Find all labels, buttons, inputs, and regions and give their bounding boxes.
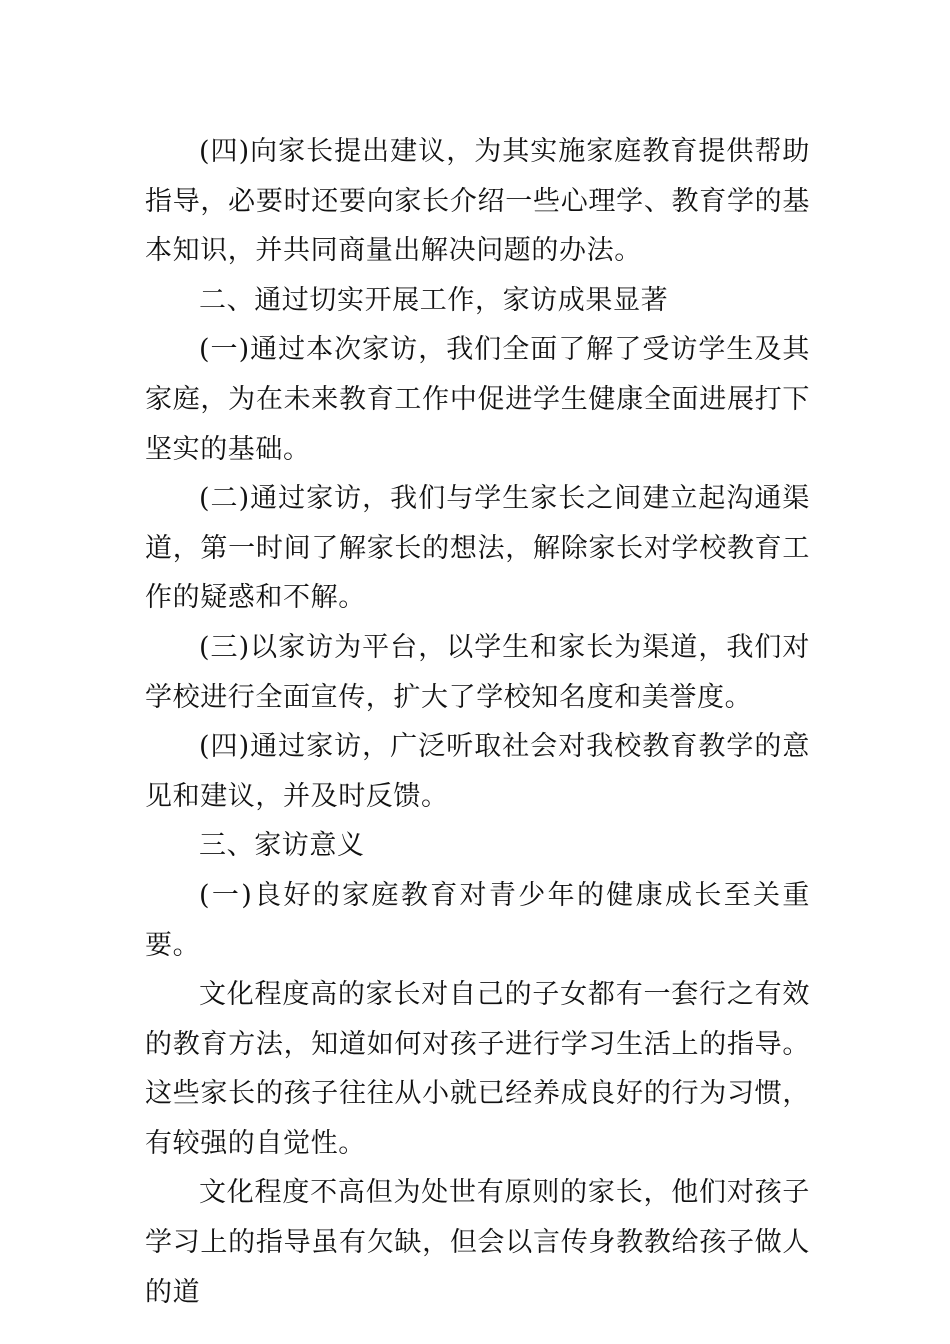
paragraph-educated-parents: 文化程度高的家长对自己的子女都有一套行之有效的教育方法，知道如何对孩子进行学习生活上的指导。这些家长的孩子往往从小就已经养成良好的行为习惯，有较强的自觉性。 [145,979,810,1159]
paragraph-significance-1: (一)良好的家庭教育对青少年的健康成长至关重要。 [145,879,810,961]
paragraph-result-1: (一)通过本次家访，我们全面了解了受访学生及其家庭，为在未来教育工作中促进学生健康全面进展打下坚实的基础。 [145,334,810,465]
paragraph-result-4: (四)通过家访，广泛听取社会对我校教育教学的意见和建议，并及时反馈。 [145,731,810,812]
paragraph-principled-parents: 文化程度不高但为处世有原则的家长，他们对孩子学习上的指导虽有欠缺，但会以言传身教教给孩子做人的道 [145,1177,810,1308]
section-heading-significance: 三、家访意义 [199,830,365,862]
paragraph-result-3: (三)以家访为平台，以学生和家长为渠道，我们对学校进行全面宣传，扩大了学校知名度和美誉度。 [145,631,810,713]
paragraph-result-2: (二)通过家访，我们与学生家长之间建立起沟通渠道，第一时间了解家长的想法，解除家长对学校教育工作的疑惑和不解。 [145,483,810,614]
paragraph-advice: (四)向家长提出建议，为其实施家庭教育提供帮助指导，必要时还要向家长介绍一些心理学、教育学的基本知识，并共同商量出解决问题的办法。 [145,136,810,267]
section-heading-results: 二、通过切实开展工作，家访成果显著 [199,284,669,316]
document-body [145,127,810,1317]
